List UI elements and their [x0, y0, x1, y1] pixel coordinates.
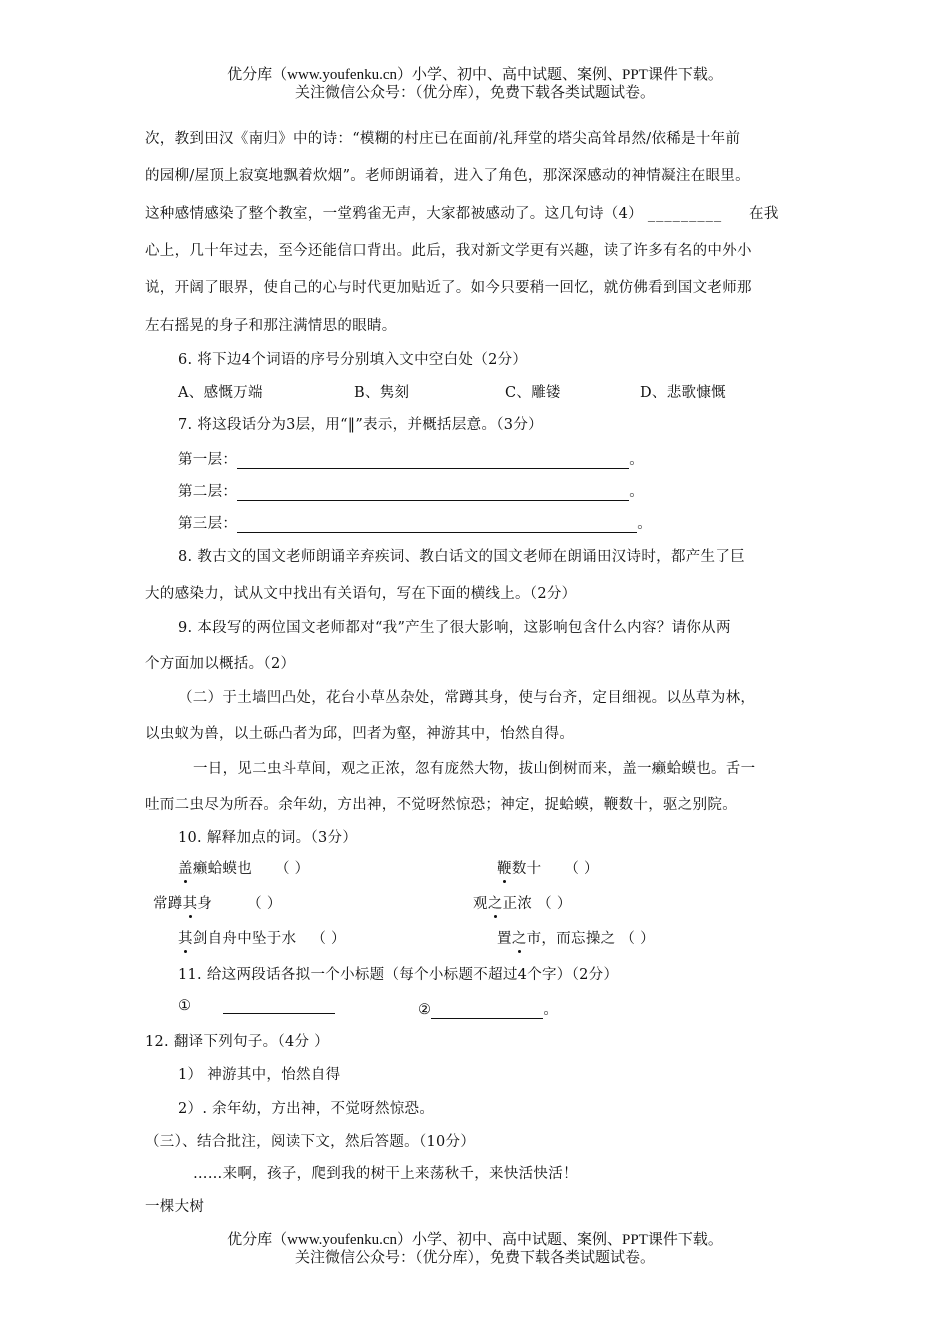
q7-layer-label: 第二层：	[178, 484, 238, 500]
passage2-line: （二）于土墙凹凸处，花台小草丛杂处，常蹲其身，使与台齐，定目细视。以丛草为林，	[178, 690, 756, 706]
answer-paren[interactable]: （ ）	[311, 931, 346, 947]
dotted-char: 之	[488, 892, 503, 913]
dotted-char: 之	[512, 927, 527, 948]
part3-text: ……来啊，孩子，爬到我的树干上来荡秋千，来快活快活！	[193, 1166, 578, 1182]
q10-item	[497, 857, 599, 878]
answer-paren[interactable]: （ ）	[274, 861, 310, 877]
passage2-line: 以虫蚁为兽，以土砾凸者为邱，凹者为壑，神游其中，怡然自得。	[145, 726, 575, 742]
page-header-line1: 优分库（www.youfenku.cn）小学、初中、高中试题、案例、PPT课件下载。	[227, 67, 723, 83]
dotted-char: 其	[183, 892, 198, 913]
q6-option-d: D、悲歌慷慨	[640, 385, 726, 401]
q12-stem: 12. 翻译下列句子。（4分 ）	[145, 1034, 330, 1050]
page-footer-line2: 关注微信公众号：（优分库），免费下载各类试题试卷。	[294, 1250, 655, 1266]
q7-layer2	[178, 480, 644, 501]
q10-item-text: 市，而忘操之	[526, 931, 616, 947]
q7-layer-label: 第三层：	[178, 516, 238, 532]
q12-sentence: 2）. 余年幼，方出神，不觉呀然惊恐。	[178, 1101, 435, 1117]
q10-item	[178, 927, 346, 948]
q8-line: 大的感染力，试从文中找出有关语句，写在下面的横线上。（2分）	[145, 586, 577, 602]
answer-line[interactable]	[223, 999, 335, 1014]
q6-stem: 6. 将下边4个词语的序号分别填入文中空白处（2分）	[178, 352, 528, 368]
passage1-text: 在我	[749, 206, 779, 222]
q10-item-text: 数十	[511, 861, 542, 877]
q11-answer2	[418, 998, 558, 1019]
q10-item	[497, 927, 655, 948]
q10-item	[153, 892, 282, 913]
passage1-line: 说，开阔了眼界，使自己的心与时代更加贴近了。如今只要稍一回忆，就仿佛看到国文老师那	[145, 280, 752, 296]
q7-end: 。	[629, 484, 645, 500]
page-footer-line1: 优分库（www.youfenku.cn）小学、初中、高中试题、案例、PPT课件下载。	[227, 1232, 723, 1248]
circled-number: ②	[418, 1002, 432, 1018]
q8-line: 8. 教古文的国文老师朗诵辛弃疾词、教白话文的国文老师在朗诵田汉诗时，都产生了巨	[178, 549, 745, 565]
answer-paren[interactable]: （ ）	[564, 861, 599, 877]
dotted-char: 其	[178, 927, 193, 948]
answer-line[interactable]	[237, 454, 629, 469]
answer-line[interactable]	[237, 486, 629, 501]
dotted-char: 盖	[178, 857, 193, 878]
answer-paren[interactable]: （ ）	[247, 896, 282, 912]
q11-end: 。	[543, 1002, 559, 1018]
q10-item-text: 常蹲	[153, 896, 183, 912]
q10-item	[473, 892, 572, 913]
dotted-char: 鞭	[497, 857, 512, 878]
passage1-line: 左右摇晃的身子和那注满情思的眼睛。	[145, 318, 397, 334]
q7-end: 。	[637, 516, 653, 532]
q10-item-text: 正浓	[502, 896, 533, 912]
part3-text: 一棵大树	[145, 1199, 205, 1215]
q7-layer3	[178, 512, 652, 533]
passage2-line: 一日，见二虫斗草间，观之正浓，忽有庞然大物，拔山倒树而来，盖一癞蛤蟆也。舌一	[193, 761, 756, 777]
passage1-line: 心上，几十年过去，至今还能信口背出。此后，我对新文学更有兴趣，读了许多有名的中外小	[145, 243, 752, 259]
q7-layer1	[178, 448, 644, 469]
answer-blank[interactable]: _________	[647, 206, 723, 222]
answer-paren[interactable]: （ ）	[620, 931, 655, 947]
q7-layer-label: 第一层：	[178, 452, 238, 468]
q6-option-a: A、感慨万端	[178, 385, 263, 401]
q10-item-text: 观	[473, 896, 488, 912]
answer-line[interactable]	[237, 518, 637, 533]
q10-item-text: 置	[497, 931, 512, 947]
q11-stem: 11. 给这两段话各拟一个小标题（每个小标题不超过4个字）（2分）	[178, 967, 619, 983]
passage1-text: 这种感情感染了整个教室，一堂鸦雀无声，大家都被感动了。这几句诗（4）	[145, 206, 643, 222]
circled-number: ①	[178, 998, 192, 1014]
q10-item-text: 身	[197, 896, 213, 912]
q10-item	[178, 857, 309, 878]
q7-stem: 7. 将这段话分为3层，用“‖”表示，并概括层意。（3分）	[178, 417, 543, 433]
q9-line: 9. 本段写的两位国文老师都对“我”产生了很大影响，这影响包含什么内容？请你从两	[178, 620, 731, 636]
q9-line: 个方面加以概括。（2）	[145, 656, 296, 672]
answer-line[interactable]	[431, 1004, 543, 1019]
q10-item-text: 癞蛤蟆也	[192, 861, 253, 877]
q6-option-b: B、隽刻	[354, 385, 410, 401]
q12-sentence: 1） 神游其中，怡然自得	[178, 1067, 341, 1083]
q11-answer1	[178, 998, 335, 1014]
passage1-line: 的园柳/屋顶上寂寞地飘着炊烟”。老师朗诵着，进入了角色，那深深感动的神情凝注在眼里。	[145, 168, 750, 184]
page-header-line2: 关注微信公众号：（优分库），免费下载各类试题试卷。	[294, 85, 655, 101]
q6-option-c: C、雕镂	[505, 385, 561, 401]
passage1-line	[145, 202, 779, 223]
passage1-line: 次，教到田汉《南归》中的诗：“模糊的村庄已在面前/礼拜堂的塔尖高耸昂然/依稀是十年前	[145, 131, 741, 147]
part3-stem: （三）、结合批注，阅读下文，然后答题。（10分）	[145, 1134, 476, 1150]
q10-stem: 10. 解释加点的词。（3分）	[178, 830, 358, 846]
q10-item-text: 剑自舟中坠于水	[192, 931, 297, 947]
passage2-line: 吐而二虫尽为所吞。余年幼，方出神，不觉呀然惊恐；神定，捉蛤蟆，鞭数十，驱之别院。	[145, 797, 737, 813]
q7-end: 。	[629, 452, 645, 468]
answer-paren[interactable]: （ ）	[537, 896, 572, 912]
